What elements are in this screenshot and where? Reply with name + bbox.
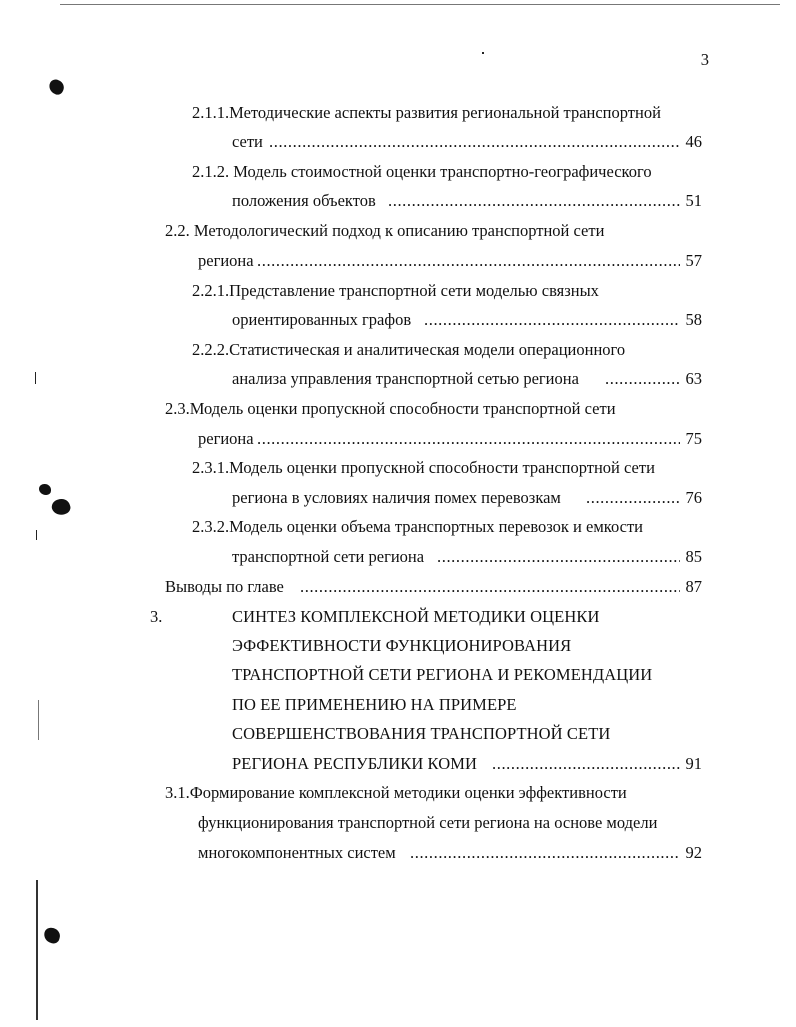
toc-entry-text: сети — [232, 132, 263, 151]
toc-page-number: 51 — [685, 191, 702, 210]
toc-entry-text: 2.2. Методологический подход к описанию транспортной сети — [165, 221, 605, 240]
toc-entry-text: региона — [198, 429, 254, 448]
toc-entry-2-2-1-leader — [0, 309, 796, 331]
toc-chapter-3-line-1 — [0, 606, 796, 628]
chapter-title-text: ЭФФЕКТИВНОСТИ ФУНКЦИОНИРОВАНИЯ — [232, 636, 572, 655]
scan-mark — [35, 372, 36, 384]
toc-entry-2-1-2-leader — [0, 190, 796, 212]
toc-chapter-3-line-4 — [0, 694, 796, 716]
toc-entry-2-2-title — [0, 220, 796, 242]
toc-page-number: 76 — [685, 488, 702, 507]
chapter-title-text: ТРАНСПОРТНОЙ СЕТИ РЕГИОНА И РЕКОМЕНДАЦИИ — [232, 665, 653, 684]
toc-entry-text: 2.2.1.Представление транспортной сети моделью связных — [192, 281, 599, 300]
toc-entry-text: транспортной сети региона — [232, 547, 425, 566]
toc-entry-text: многокомпонентных систем — [198, 843, 396, 862]
dot-leader — [388, 190, 681, 212]
toc-entry-text: Выводы по главе — [165, 577, 284, 596]
toc-entry-2-2-2-title — [0, 339, 796, 361]
chapter-title-text: РЕГИОНА РЕСПУБЛИКИ КОМИ — [232, 754, 478, 773]
chapter-number: 3. — [150, 607, 163, 626]
toc-entry-text: ориентированных графов — [232, 310, 412, 329]
toc-entry-3-1-line-2 — [0, 812, 796, 834]
toc-entry-2-3-2-leader — [0, 546, 796, 568]
toc-entry-text: положения объектов — [232, 191, 376, 210]
toc-entry-2-3-leader — [0, 428, 796, 450]
chapter-title-text: СИНТЕЗ КОМПЛЕКСНОЙ МЕТОДИКИ ОЦЕНКИ — [232, 607, 600, 626]
scan-edge-line — [36, 880, 38, 1020]
toc-entry-text: 2.1.2. Модель стоимостной оценки транспортно-географического — [192, 162, 652, 181]
toc-page-number: 85 — [685, 547, 702, 566]
page-number: 3 — [700, 50, 709, 69]
scan-top-edge — [60, 4, 780, 5]
scan-mark — [38, 700, 39, 740]
toc-chapter-3-line-6 — [0, 753, 796, 775]
scan-mark — [36, 530, 37, 540]
toc-entry-text: 2.3.1.Модель оценки пропускной способности транспортной сети — [192, 458, 655, 477]
toc-chapter-3-line-3 — [0, 664, 796, 686]
toc-chapter-3-line-5 — [0, 723, 796, 745]
dot-leader — [424, 309, 680, 331]
toc-entry-3-1-line-1 — [0, 782, 796, 804]
toc-page-number: 91 — [685, 754, 702, 773]
toc-entry-2-1-2-title — [0, 161, 796, 183]
dot-leader — [269, 131, 680, 153]
chapter-title-text: ПО ЕЕ ПРИМЕНЕНИЮ НА ПРИМЕРЕ — [232, 695, 517, 714]
scan-ink-blot — [47, 77, 67, 96]
scan-ink-blot — [42, 926, 61, 945]
toc-entry-text: 2.1.1.Методические аспекты развития региональной транспортной — [192, 103, 661, 122]
toc-entry-2-2-1-title — [0, 280, 796, 302]
dot-leader — [257, 428, 680, 450]
toc-page-number: 57 — [685, 251, 702, 270]
toc-entry-text: региона — [198, 251, 254, 270]
toc-entry-text: 2.3.2.Модель оценки объема транспортных перевозок и емкости — [192, 517, 643, 536]
toc-entry-2-1-1-leader — [0, 131, 796, 153]
toc-entry-3-1-line-3 — [0, 842, 796, 864]
scan-ink-blot — [39, 484, 51, 495]
toc-entry-text: 2.3.Модель оценки пропускной способности транспортной сети — [165, 399, 616, 418]
toc-entry-conclusions — [0, 576, 796, 598]
scan-speck — [482, 52, 484, 54]
dot-leader — [492, 753, 680, 775]
toc-entry-2-3-1-title — [0, 457, 796, 479]
dot-leader — [300, 576, 680, 598]
toc-entry-2-1-1-title — [0, 102, 796, 124]
toc-page-number: 63 — [685, 369, 702, 388]
toc-entry-2-2-2-leader — [0, 368, 796, 390]
toc-entry-2-3-2-title — [0, 516, 796, 538]
toc-page-number: 92 — [685, 843, 702, 862]
toc-page-number: 46 — [685, 132, 702, 151]
toc-entry-2-2-leader — [0, 250, 796, 272]
toc-entry-text: региона в условиях наличия помех перевозкам — [232, 488, 561, 507]
toc-entry-text: функционирования транспортной сети региона на основе модели — [198, 813, 658, 832]
toc-entry-text: 2.2.2.Статистическая и аналитическая модели операционного — [192, 340, 626, 359]
toc-entry-2-3-title — [0, 398, 796, 420]
dot-leader — [410, 842, 680, 864]
toc-page-number: 75 — [685, 429, 702, 448]
toc-entry-2-3-1-leader — [0, 487, 796, 509]
toc-page-number: 87 — [685, 577, 702, 596]
toc-page-number: 58 — [685, 310, 702, 329]
toc-chapter-3-line-2 — [0, 635, 796, 657]
dot-leader — [257, 250, 680, 272]
toc-entry-text: анализа управления транспортной сетью региона — [232, 369, 579, 388]
chapter-title-text: СОВЕРШЕНСТВОВАНИЯ ТРАНСПОРТНОЙ СЕТИ — [232, 724, 611, 743]
toc-entry-text: 3.1.Формирование комплексной методики оценки эффективности — [165, 783, 627, 802]
dot-leader — [437, 546, 680, 568]
